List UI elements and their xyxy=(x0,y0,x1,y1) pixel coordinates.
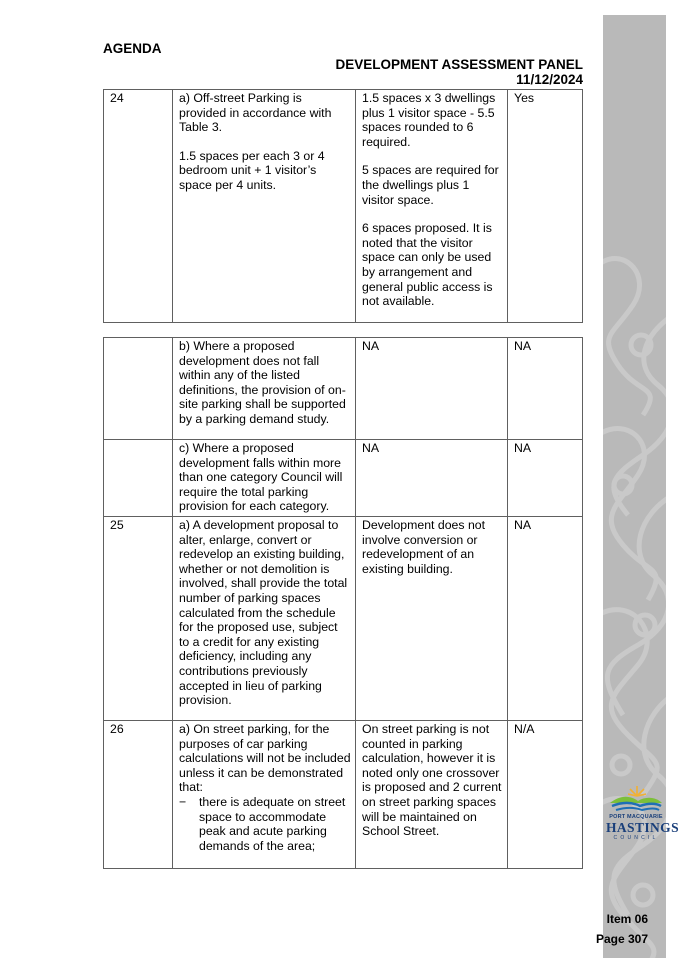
clause-number xyxy=(104,440,173,517)
requirement-text: c) Where a proposed development falls within more than one category Council will require the total parking provision for each category. xyxy=(173,440,356,517)
clause-number: 26 xyxy=(104,720,173,868)
requirement-cell xyxy=(173,90,356,323)
parking-requirements-table-part2 xyxy=(103,337,583,869)
table-row xyxy=(104,720,583,868)
response-text: NA xyxy=(356,338,508,440)
table-row xyxy=(104,440,583,517)
response-text: 6 spaces proposed. It is noted that the visitor space can only be used by arrangement and general public access is not available. xyxy=(362,221,493,309)
table-row xyxy=(104,516,583,720)
logo-text-hastings: HASTINGS xyxy=(606,820,679,835)
response-text: 5 spaces are required for the dwellings plus 1 visitor space. xyxy=(362,163,499,207)
requirement-text: a) A development proposal to alter, enlarge, convert or redevelop an existing building, whether or not demolition is involved, shall provide the total number of parking spaces calculated from the schedule for the proposed use, subject to a credit for any existing deficiency, including any contributions previously accepted in lieu of parking provision. xyxy=(173,516,356,720)
clause-number xyxy=(104,338,173,440)
dash-bullet-icon: − xyxy=(179,794,187,809)
requirement-bullet-list xyxy=(179,795,351,853)
clause-number: 24 xyxy=(104,90,173,323)
response-text: 1.5 spaces x 3 dwellings plus 1 visitor space - 5.5 spaces rounded to 6 required. xyxy=(362,91,496,149)
response-cell xyxy=(356,90,508,323)
clause-number: 25 xyxy=(104,516,173,720)
response-text: On street parking is not counted in parking calculation, however it is noted only one crossover is proposed and 2 current on street parking spaces will be maintained on School Street. xyxy=(356,720,508,868)
requirement-text: a) Off-street Parking is provided in accordance with Table 3. xyxy=(179,91,332,135)
panel-title: DEVELOPMENT ASSESSMENT PANEL xyxy=(335,57,583,72)
response-text: Development does not involve conversion or redevelopment of an existing building. xyxy=(356,516,508,720)
requirement-text: 1.5 spaces per each 3 or 4 bedroom unit + 1 visitor’s space per 4 units. xyxy=(179,148,325,192)
list-item xyxy=(179,794,351,853)
compliance-cell: NA xyxy=(508,338,583,440)
requirement-text: b) Where a proposed development does not fall within any of the listed definitions, the provision of on-site parking shall be supported by a parking demand study. xyxy=(173,338,356,440)
bullet-text: there is adequate on street space to accommodate peak and acute parking demands of the area; xyxy=(199,794,346,853)
compliance-cell: N/A xyxy=(508,720,583,868)
logo-text-port-macquarie: PORT MACQUARIE xyxy=(609,814,663,820)
agenda-heading: AGENDA xyxy=(103,41,162,56)
compliance-cell: Yes xyxy=(508,90,583,323)
compliance-cell: NA xyxy=(508,516,583,720)
logo-text-council: COUNCIL xyxy=(613,835,659,841)
hills-waves-icon xyxy=(606,793,666,815)
table-row xyxy=(104,90,583,323)
response-text: NA xyxy=(356,440,508,517)
page-number: Page 307 xyxy=(595,932,648,946)
item-number: Item 06 xyxy=(606,912,648,926)
requirement-cell xyxy=(173,720,356,868)
table-row xyxy=(104,338,583,440)
council-logo xyxy=(606,783,679,845)
parking-requirements-table-part1 xyxy=(103,89,583,323)
requirement-text: a) On street parking, for the purposes of car parking calculations will not be included unless it can be demonstrated that: xyxy=(179,721,351,795)
compliance-cell: NA xyxy=(508,440,583,517)
meeting-date: 11/12/2024 xyxy=(516,72,583,87)
